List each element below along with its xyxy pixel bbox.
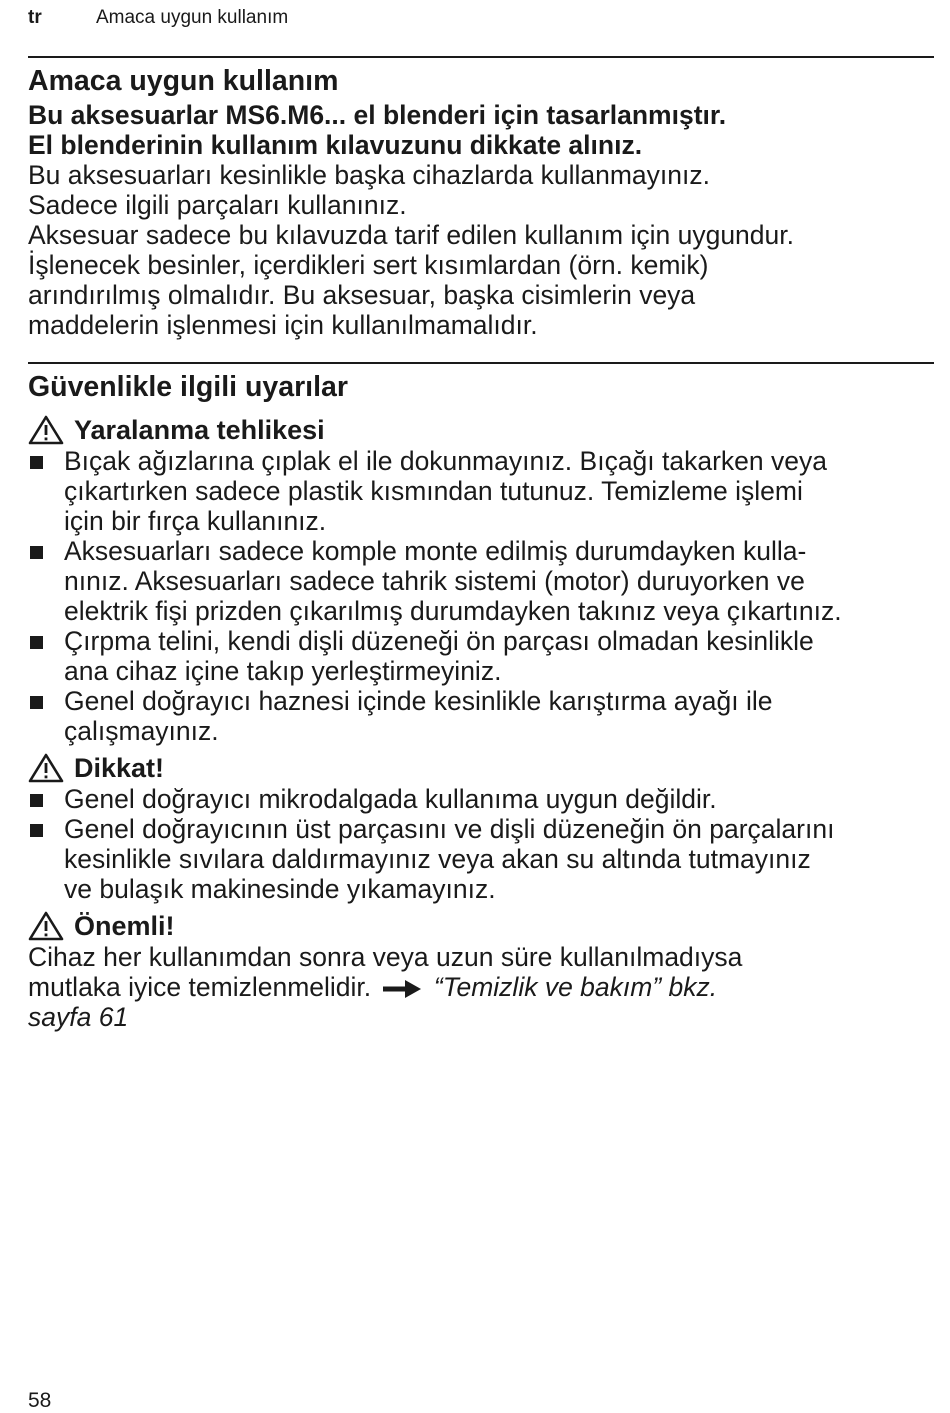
warning-heading-caution: Dikkat! [28,752,938,784]
section-title: Güvenlikle ilgili uyarılar [28,371,348,403]
section-divider [28,362,934,364]
warning-heading-injury: Yaralanma tehlikesi [28,414,938,446]
top-divider [28,56,934,58]
list-item: Aksesuarları sadece komple monte edilmiş durumdayken kulla- nınız. Aksesuarları sadece tahrik sistemi (motor) duruyorken ve elektrik fişi prizden çıkarılmış durumdayken takınız veya çıkartınız. [28,536,938,626]
bold-line: El blenderinin kullanım kılavuzunu dikkate alınız. [28,130,643,160]
warning-triangle-icon [28,911,64,941]
text-line: İşlenecek besinler, içerdikleri sert kısımlardan (örn. kemik) [28,250,709,280]
cross-reference-page: sayfa 61 [28,1002,129,1032]
text-line: mutlaka iyice temizlenmelidir. “Temizlik ve bakım” bkz. [28,972,718,1002]
text-line: Sadece ilgili parçaları kullanınız. [28,190,407,220]
section-safety [28,370,938,1032]
running-header [28,6,288,30]
text-line: Bu aksesuarları kesinlikle başka cihazlarda kullanmayınız. [28,160,710,190]
text-line: maddelerin işlenmesi için kullanılmamalıdır. [28,310,538,340]
warning-heading-important: Önemli! [28,910,938,942]
text-line: Aksesuar sadece bu kılavuzda tarif edilen kullanım için uygundur. [28,220,794,250]
list-item: Bıçak ağızlarına çıplak el ile dokunmayınız. Bıçağı takarken veya çıkartırken sadece plastik kısmından tutunuz. Temizleme işlemi için bir fırça kullanınız. [28,446,938,536]
cross-reference: “Temizlik ve bakım” bkz. [433,972,718,1002]
text-line: arındırılmış olmalıdır. Bu aksesuar, başka cisimlerin veya [28,280,696,310]
list-item: Genel doğrayıcı mikrodalgada kullanıma uygun değildir. [28,784,938,814]
running-header-title: Amaca uygun kullanım [95,7,289,28]
right-arrow-icon [383,980,423,998]
caution-list [28,784,938,904]
list-item: Genel doğrayıcı haznesi içinde kesinlikle karıştırma ayağı ile çalışmayınız. [28,686,938,746]
section-title: Amaca uygun kullanım [28,65,339,97]
text-line: Cihaz her kullanımdan sonra veya uzun süre kullanılmadıysa [28,942,743,972]
list-item: Genel doğrayıcının üst parçasını ve dişli düzeneğin ön parçalarını kesinlikle sıvılara daldırmayınız veya akan su altında tutmayınız ve bulaşık makinesinde yıkamayınız. [28,814,938,904]
section-intended-use [28,64,938,340]
injury-list [28,446,938,746]
bold-line: Bu aksesuarlar MS6.M6... el blenderi için tasarlanmıştır. [28,100,727,130]
list-item: Çırpma telini, kendi dişli düzeneği ön parçası olmadan kesinlikle ana cihaz içine takıp yerleştirmeyiniz. [28,626,938,686]
warning-triangle-icon [28,415,64,445]
language-code: tr [28,7,42,28]
page-number: 58 [28,1389,52,1412]
warning-triangle-icon [28,753,64,783]
